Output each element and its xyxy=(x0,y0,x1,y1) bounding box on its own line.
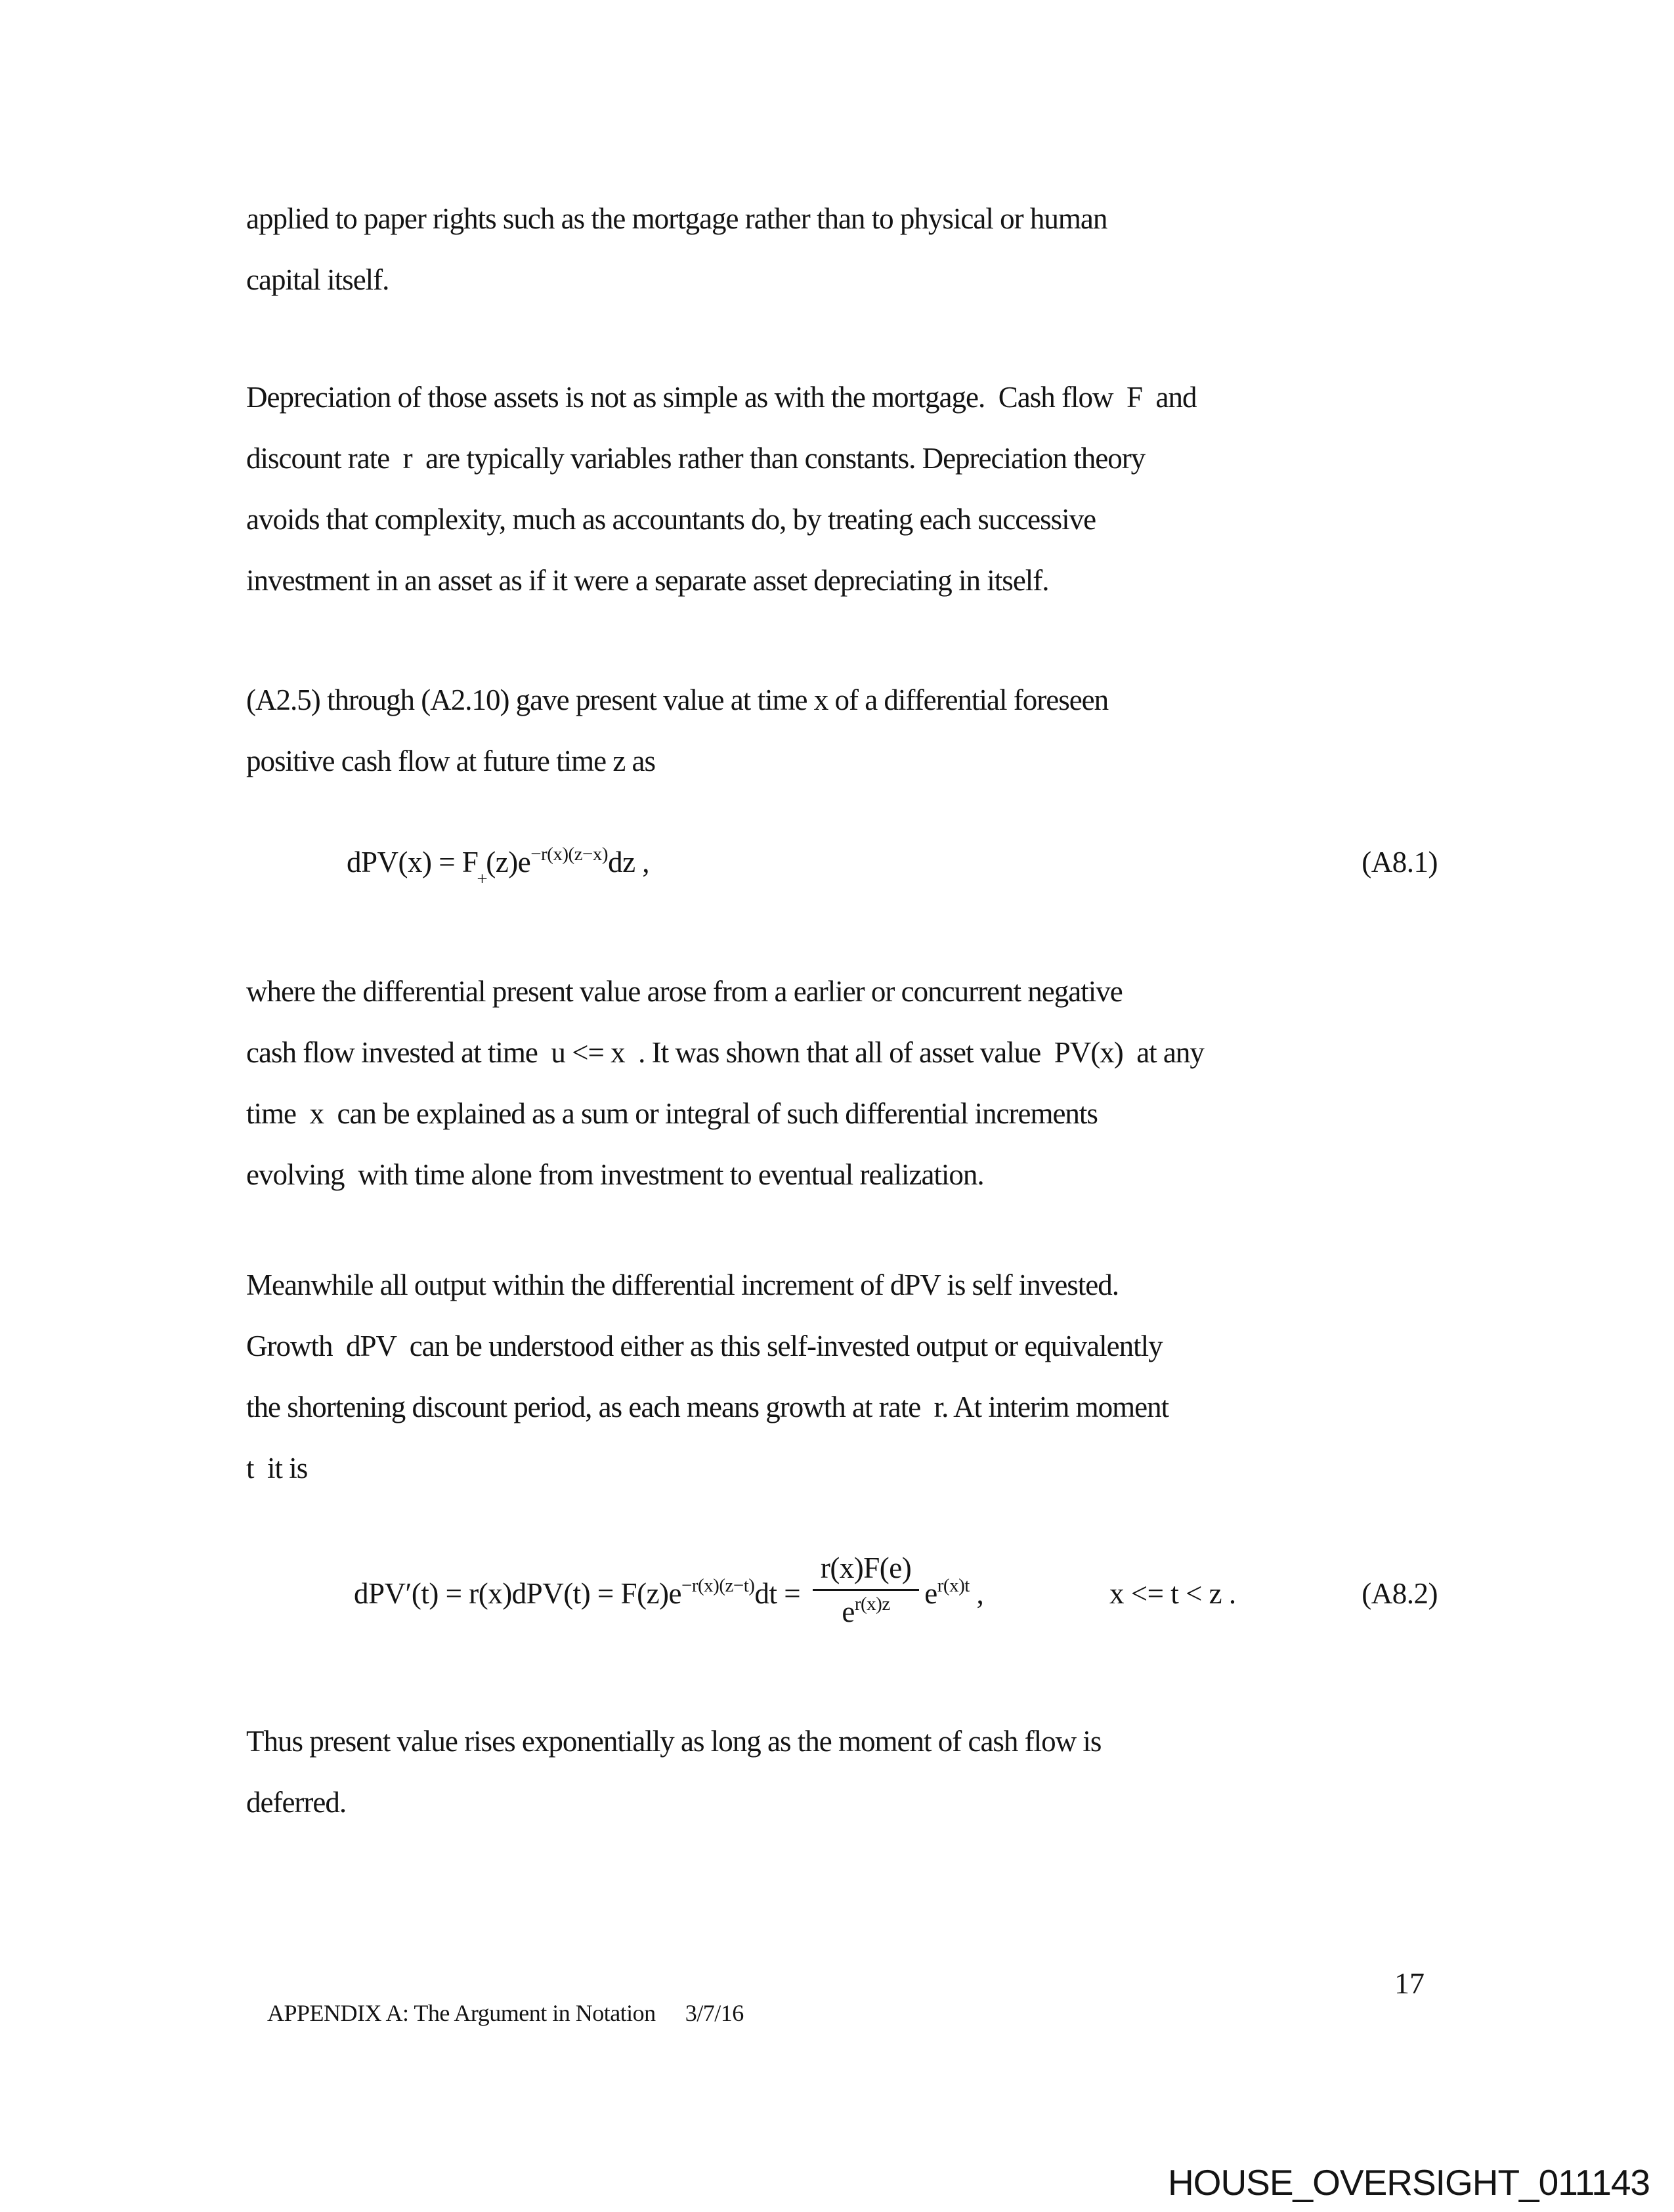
equation-term: e xyxy=(924,1576,937,1610)
equation-term: , xyxy=(969,1576,984,1610)
equation-term: dPV(x) = F xyxy=(347,846,479,878)
text-line: capital itself. xyxy=(246,263,389,296)
fraction-numerator: r(x)F(e) xyxy=(820,1551,912,1584)
text-line: Thus present value rises exponentially as long as the moment of cash flow is xyxy=(246,1725,1102,1758)
text-line: Depreciation of those assets is not as simple as with the mortgage. Cash flow F and xyxy=(246,381,1197,414)
text-line: t it is xyxy=(246,1452,308,1485)
paragraph-1 xyxy=(246,188,1480,311)
text-line: deferred. xyxy=(246,1786,347,1819)
text-line: applied to paper rights such as the mortgage rather than to physical or human xyxy=(246,202,1107,235)
text-line: the shortening discount period, as each means growth at rate r. At interim moment xyxy=(246,1391,1169,1423)
text-line: Meanwhile all output within the differential increment of dPV is self invested. xyxy=(246,1269,1119,1301)
text-line: avoids that complexity, much as accountants do, by treating each successive xyxy=(246,503,1096,536)
fraction-denominator xyxy=(813,1589,919,1629)
equation-label: (A8.2) xyxy=(1362,1576,1438,1610)
footer-date: 3/7/16 xyxy=(685,2000,744,2026)
footer-title: APPENDIX A: The Argument in Notation xyxy=(267,2000,656,2026)
text-line: (A2.5) through (A2.10) gave present value at time x of a differential foreseen xyxy=(246,683,1109,716)
exponent: r(x)t xyxy=(937,1574,970,1596)
bates-stamp: HOUSE_OVERSIGHT_011143 xyxy=(1167,2162,1650,2203)
equation-term: dt = xyxy=(754,1576,807,1610)
equation-term: (z)e xyxy=(486,846,531,878)
text-line: where the differential present value arose from a earlier or concurrent negative xyxy=(246,975,1123,1008)
page-number: 17 xyxy=(1394,1966,1425,2000)
subscript: + xyxy=(477,869,488,890)
footer xyxy=(246,1972,744,2054)
paragraph-2 xyxy=(246,367,1480,611)
exponent: −r(x)(z−x) xyxy=(530,844,609,865)
exponent: −r(x)(z−t) xyxy=(681,1574,755,1596)
exponent: r(x)z xyxy=(854,1594,890,1615)
text-line: time x can be explained as a sum or integral of such differential increments xyxy=(246,1097,1098,1130)
text-line: positive cash flow at future time z as xyxy=(246,745,656,777)
fraction xyxy=(813,1551,919,1629)
text-line: evolving with time alone from investment to eventual realization. xyxy=(246,1158,984,1191)
equation-label: (A8.1) xyxy=(1362,846,1438,878)
equation-condition: x <= t < z . xyxy=(1109,1576,1236,1610)
equation-a8-2 xyxy=(354,1551,1438,1636)
equation-expression xyxy=(347,844,650,890)
text-line: discount rate r are typically variables rather than constants. Depreciation theory xyxy=(246,442,1146,475)
equation-expression xyxy=(354,1551,984,1636)
text-line: investment in an asset as if it were a separate asset depreciating in itself. xyxy=(246,564,1049,597)
text-line: cash flow invested at time u <= x . It was shown that all of asset value PV(x) at any xyxy=(246,1036,1204,1069)
paragraph-5 xyxy=(246,1255,1480,1499)
paragraph-4 xyxy=(246,961,1480,1205)
equation-term: dz , xyxy=(608,846,650,878)
equation-term: dPV′(t) = r(x)dPV(t) = F(z)e xyxy=(354,1576,681,1610)
paragraph-3 xyxy=(246,670,1480,792)
paragraph-6 xyxy=(246,1711,1480,1833)
equation-term: e xyxy=(842,1595,855,1628)
text-line: Growth dPV can be understood either as this self-invested output or equivalently xyxy=(246,1330,1163,1362)
equation-a8-1 xyxy=(347,844,1438,890)
